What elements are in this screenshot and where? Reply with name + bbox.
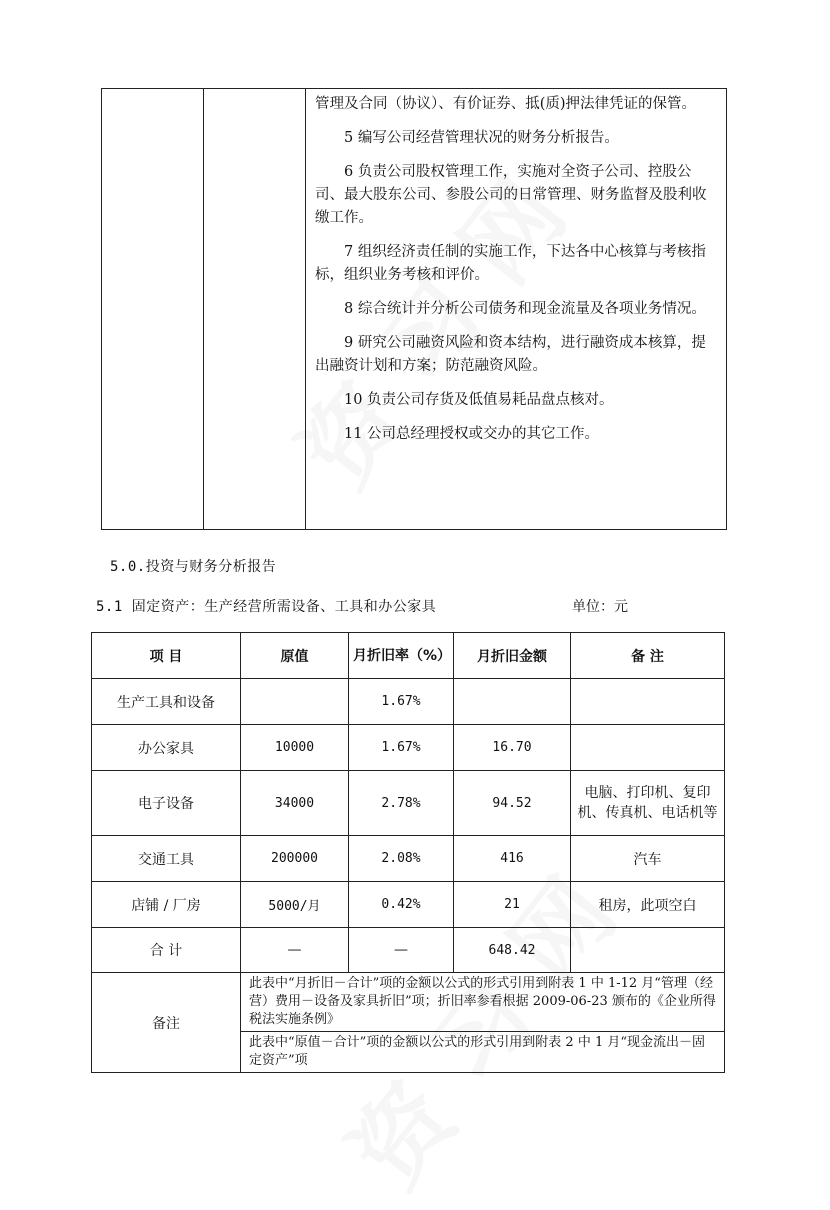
responsibility-table [101, 88, 727, 530]
cell-amount: 648.42 [454, 928, 571, 973]
cell-remark: 租房，此项空白 [571, 882, 725, 928]
header-original-value: 原值 [241, 633, 349, 679]
cell-value: 34000 [241, 771, 349, 836]
note-text: 此表中“原值－合计”项的金额以公式的形式引用到附表 2 中 1 月“现金流出－固定资产”项 [241, 1032, 725, 1073]
cell-remark [571, 725, 725, 771]
duty-item: 9 研究公司融资风险和资本结构，进行融资成本核算，提出融资计划和方案；防范融资风险。 [315, 335, 706, 374]
header-remarks: 备 注 [571, 633, 725, 679]
cell-item: 生产工具和设备 [92, 679, 241, 725]
table-row [92, 836, 725, 882]
table-row [92, 725, 725, 771]
table-note-row [92, 973, 725, 1032]
table-header-row [92, 633, 725, 679]
cell-rate: 2.08% [349, 836, 454, 882]
cell-amount [454, 679, 571, 725]
fixed-asset-table [91, 632, 725, 1073]
header-depreciation-rate: 月折旧率（%） [349, 633, 454, 679]
duty-item: 5 编写公司经营管理状况的财务分析报告。 [344, 130, 619, 146]
cell-amount: 94.52 [454, 771, 571, 836]
note-text: 此表中“月折旧－合计”项的金额以公式的形式引用到附表 1 中 1-12 月“管理（经营）费用－设备及家具折旧”项；折旧率参看根据 2009-06-23 颁布的《企业所得税法实施条例》 [241, 973, 725, 1032]
cell-item: 电子设备 [92, 771, 241, 836]
cell-rate: 0.42% [349, 882, 454, 928]
table-total-row [92, 928, 725, 973]
header-depreciation-amount: 月折旧金额 [454, 633, 571, 679]
cell-amount: 416 [454, 836, 571, 882]
table-row [92, 882, 725, 928]
section-heading-5-0: 5.0.投资与财务分析报告 [110, 559, 277, 575]
cell-amount: 21 [454, 882, 571, 928]
duty-item: 11 公司总经理授权或交办的其它工作。 [344, 426, 600, 442]
cell-remark [571, 928, 725, 973]
duty-item: 8 综合统计并分析公司债务和现金流量及各项业务情况。 [344, 301, 706, 317]
empty-cell-department [102, 89, 204, 530]
cell-item: 办公家具 [92, 725, 241, 771]
cell-value: 10000 [241, 725, 349, 771]
table-row [92, 679, 725, 725]
cell-rate: 1.67% [349, 679, 454, 725]
duties-cell [306, 89, 727, 530]
unit-label: 单位：元 [572, 599, 628, 615]
duty-item: 管理及合同（协议）、有价证券、抵(质)押法律凭证的保管。 [315, 96, 697, 112]
cell-rate: 1.67% [349, 725, 454, 771]
cell-value: — [241, 928, 349, 973]
cell-amount: 16.70 [454, 725, 571, 771]
duty-item: 10 负责公司存货及低值易耗品盘点核对。 [344, 392, 614, 408]
duty-item: 6 负责公司股权管理工作，实施对全资子公司、控股公司、最大股东公司、参股公司的日常管理、财务监督及股利收缴工作。 [315, 164, 707, 226]
cell-remark: 汽车 [571, 836, 725, 882]
cell-remark [571, 679, 725, 725]
table-row [92, 771, 725, 836]
header-item: 项 目 [92, 633, 241, 679]
cell-item: 合 计 [92, 928, 241, 973]
cell-rate: — [349, 928, 454, 973]
section-heading-5-1: 5.1 固定资产：生产经营所需设备、工具和办公家具 [96, 599, 437, 615]
cell-item: 店铺 / 厂房 [92, 882, 241, 928]
cell-value: 200000 [241, 836, 349, 882]
cell-item: 交通工具 [92, 836, 241, 882]
note-label: 备注 [92, 973, 241, 1073]
duty-item: 7 组织经济责任制的实施工作，下达各中心核算与考核指标，组织业务考核和评价。 [315, 244, 706, 283]
empty-cell-position [204, 89, 306, 530]
cell-value: 5000/月 [241, 882, 349, 928]
cell-rate: 2.78% [349, 771, 454, 836]
cell-value [241, 679, 349, 725]
cell-remark: 电脑、打印机、复印机、传真机、电话机等 [571, 771, 725, 836]
